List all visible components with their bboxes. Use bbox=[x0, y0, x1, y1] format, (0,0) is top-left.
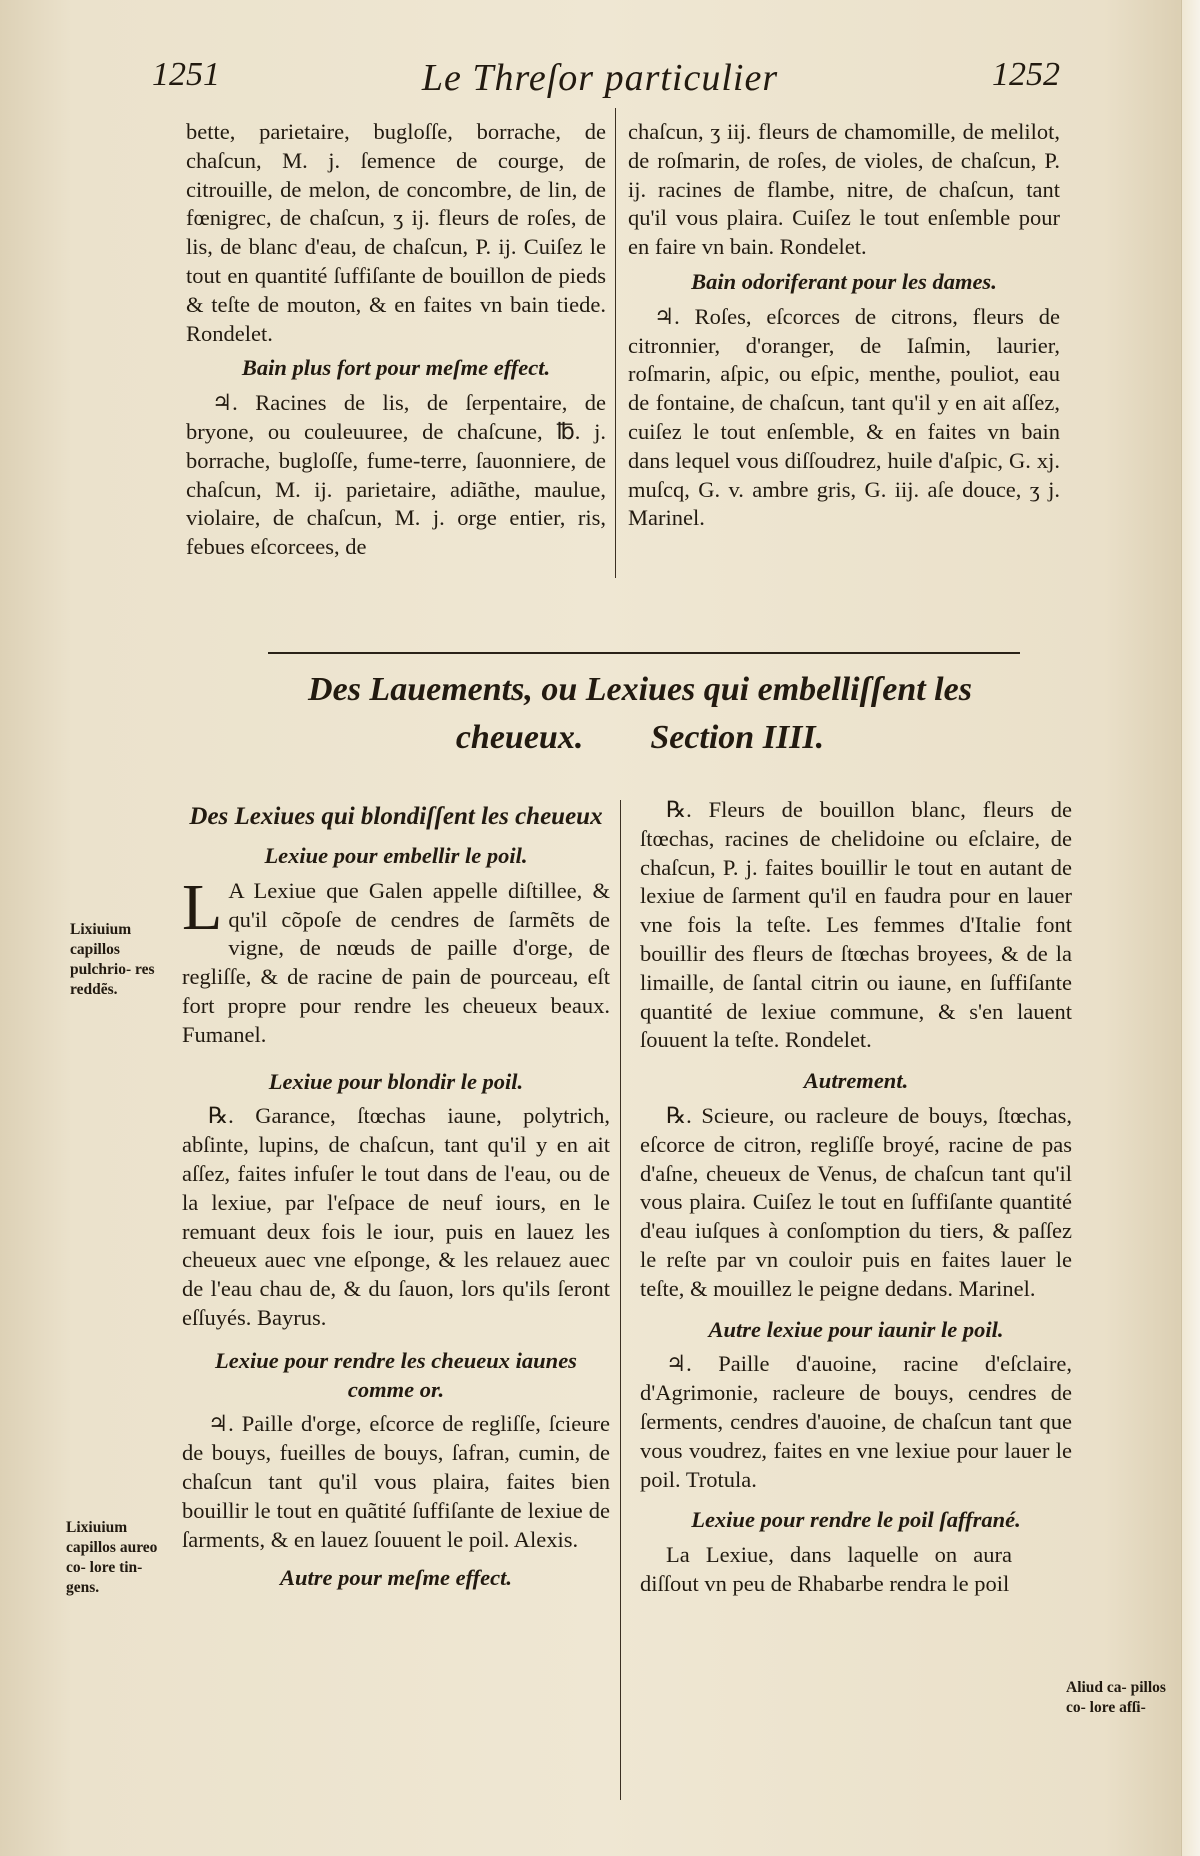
paragraph: bette, parietaire, bugloſſe, borrache, de chaſcun, M. j. ſemence de courge, de citrouille, de melon, de concombre, de lin, de fœnigrec, de chaſcun, ʒ ij. fleurs de roſes, de lis, de blanc d'eau, de chaſcun, P. ij. Cuiſez le tout en quantité ſuffiſante de bouillon de pieds & teſte de mouton, & en faites vn bain tiede. Rondelet. bbox=[186, 119, 606, 346]
section-title-line1: Des Lauements, ou Lexiues qui embelliſſent les bbox=[308, 671, 972, 708]
section-title bbox=[240, 666, 1040, 762]
section-title-line2 bbox=[240, 714, 1040, 762]
recipe-heading: Lexiue pour rendre les cheueux iaunes comme or. bbox=[215, 1347, 577, 1402]
recipe-heading: Lexiue pour blondir le poil. bbox=[268, 1068, 524, 1094]
recipe-heading: Autre lexiue pour iaunir le poil. bbox=[708, 1316, 1004, 1342]
section-label: Section IIII. bbox=[650, 719, 825, 756]
page-number-right: 1252 bbox=[992, 56, 1060, 93]
bottom-right-column bbox=[640, 796, 1072, 1599]
paragraph: ℞. Fleurs de bouillon blanc, fleurs de ſtœchas, racines de chelidoine ou eſclaire, de chaſcun, P. j. faites bouillir le tout en autant de lexiue de ſarment qu'il en faudra pour en lauer vne fois la teſte. Les femmes d'Italie font bouillir des fleurs de ſtœchas broyees, & de la limaille, de ſantal citrin ou iaune, en ſuffiſante quantité de lexiue commune, & s'en lauent ſouuent la teſte. Rondelet. bbox=[640, 797, 1072, 1053]
margin-note: Lixiuium capillos aureo co- lore tin- gens. bbox=[66, 1519, 158, 1596]
paragraph bbox=[182, 870, 610, 1050]
page-number-left: 1251 bbox=[152, 56, 220, 93]
margin-note: Lixiuium capillos pulchrio- res reddẽs. bbox=[70, 921, 155, 998]
top-right-column bbox=[628, 118, 1060, 533]
section-title-word: cheueux. bbox=[455, 719, 584, 756]
recipe-heading: Autre pour meſme effect. bbox=[279, 1565, 513, 1591]
top-left-column bbox=[186, 118, 606, 562]
paragraph: ♃. Paille d'auoine, racine d'eſclaire, d'Agrimonie, racleure de bouys, cendres de ſerments, cendres d'auoine, de chaſcun tant que vous voudrez, faites en vne lexiue pour lauer le poil. Trotula. bbox=[640, 1351, 1072, 1492]
running-title: Le Threſor particulier bbox=[421, 57, 779, 99]
recipe-heading: Bain odoriferant pour les dames. bbox=[691, 268, 997, 294]
recipe-heading: Lexiue pour rendre le poil ſaffrané. bbox=[691, 1507, 1021, 1533]
recipe-heading: Lexiue pour embellir le poil. bbox=[264, 843, 528, 868]
column-divider bbox=[615, 108, 616, 578]
recipe-heading: Bain plus fort pour meſme effect. bbox=[241, 355, 551, 381]
drop-cap: L bbox=[182, 870, 223, 944]
bottom-left-column bbox=[182, 796, 610, 1599]
paragraph: ℞. Garance, ſtœchas iaune, polytrich, abſinte, lupins, de chaſcun, tant qu'il y en ait aſſez, faites infuſer le tout dans de l'eau, ou de la lexiue, par l'eſpace de neuf iours, en le remuant deux fois le iour, puis en lauez les cheueux auec vne eſponge, & les relauez auec de l'eau chau de, & du ſauon, lors qu'ils ſeront eſſuyés. Bayrus. bbox=[182, 1103, 610, 1330]
subsection-heading: Des Lexiues qui blondiſſent les cheueux bbox=[189, 803, 603, 830]
paragraph-text: A Lexiue que Galen appelle diſtillee, & qu'il cõpoſe de cendres de ſarmẽts de vigne, de nœuds de paille d'orge, de regliſſe, & de racine de pain de pourceau, eſt fort propre pour rendre les cheueux beaux. Fumanel. bbox=[182, 877, 610, 1047]
paragraph: chaſcun, ʒ iij. fleurs de chamomille, de melilot, de roſmarin, de roſes, de violes, de chaſcun, P. ij. racines de flambe, nitre, de chaſcun, tant qu'il vous plaira. Cuiſez le tout enſemble pour en faire vn bain. Rondelet. bbox=[628, 119, 1060, 260]
adjacent-page-edge bbox=[1181, 0, 1200, 1856]
paragraph: ♃. Racines de lis, de ſerpentaire, de bryone, ou couleuuree, de chaſcune, ℔. j. borrache, bugloſſe, fume-terre, ſauonniere, de chaſcun, M. ij. parietaire, adiãthe, maulue, violaire, de chaſcun, M. j. orge entier, ris, febues eſcorcees, de bbox=[186, 390, 606, 560]
paragraph: La Lexiue, dans laquelle on aura diſſout vn peu de Rhabarbe rendra le poil bbox=[640, 1542, 1012, 1596]
paragraph: ♃. Paille d'orge, eſcorce de regliſſe, ſcieure de bouys, fueilles de bouys, ſafran, cumin, de chaſcun tant qu'il vous plaira, faites bien bouillir le tout en quãtité ſuffiſante de lexiue de ſarments, & en lauez ſouuent le poil. Alexis. bbox=[182, 1411, 610, 1552]
column-divider bbox=[620, 800, 621, 1800]
paragraph: ♃. Roſes, eſcorces de citrons, fleurs de citronnier, d'oranger, de Iaſmin, laurier, roſmarin, aſpic, ou eſpic, menthe, pouliot, eau de fontaine, de chaſcun, tant qu'il y en ait aſſez, cuiſez le tout enſemble, & en faites vn bain dans lequel vous diſſoudrez, huile d'aſpic, G. xj. muſcq, G. v. ambre gris, G. iij. aſe douce, ʒ j. Marinel. bbox=[628, 303, 1060, 531]
paragraph: ℞. Scieure, ou racleure de bouys, ſtœchas, eſcorce de citron, regliſſe broyé, racine de pas d'aſne, cheueux de Venus, de chaſcun tant qu'il vous plaira. Cuiſez le tout en ſuffiſante quantité d'eau iuſques à conſomption du tiers, & paſſez le reſte par vn couloir puis en faites lauer le teſte, & mouillez le peigne dedans. Marinel. bbox=[640, 1102, 1072, 1301]
recipe-heading: Autrement. bbox=[803, 1068, 909, 1094]
section-rule bbox=[268, 652, 1020, 654]
margin-note: Aliud ca- pillos co- lore afſi- bbox=[1066, 1679, 1166, 1716]
